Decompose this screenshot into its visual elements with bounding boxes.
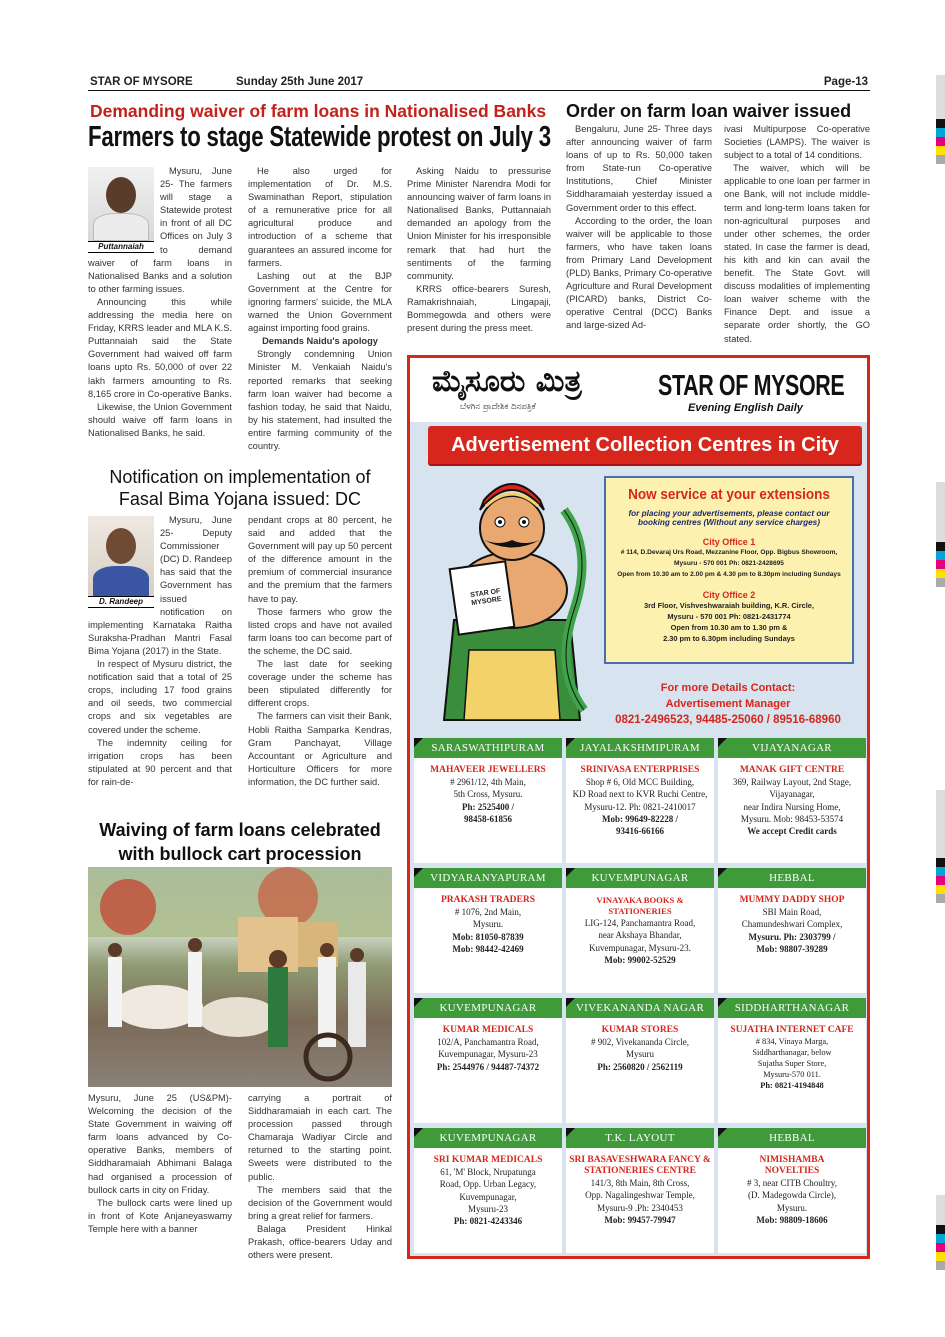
contact-block bbox=[590, 680, 866, 728]
paragraph: The farmers can visit their Bank, Hobli Raitha Samparka Kendras, Gram Panchayat, Village Accountant or Agriculture and Horticulture Officers for more information, the DC further said. bbox=[248, 711, 392, 787]
paragraph: Mysuru, June 25 (US&PM)- Welcoming the decision of the State Government in waiving off farm loans advanced by Co-operative Banks, members of Siddharamaiah Abhimani Balaga had organised a procession of bullock carts in city on Friday. bbox=[88, 1093, 232, 1195]
advertisement bbox=[407, 355, 870, 1259]
shop-name: KUMAR MEDICALS bbox=[442, 1025, 534, 1035]
contact-heading: For more Details Contact: bbox=[660, 682, 796, 694]
address-line: Kuvempunagar, Mysuru-23 bbox=[438, 1049, 538, 1060]
issue-date: Sunday 25th June 2017 bbox=[236, 76, 364, 88]
puttannaiah-photo bbox=[88, 167, 154, 241]
extensions-info-box bbox=[604, 476, 854, 664]
shop-name: SUJATHA INTERNET CAFE bbox=[730, 1025, 854, 1035]
registration-marks bbox=[936, 482, 945, 587]
phone-line: Mysuru. Ph: 2303799 / bbox=[748, 931, 836, 942]
address-line: # 2961/12, 4th Main, bbox=[450, 777, 526, 787]
paragraph: Mysuru, June 25- The farmers will stage a Statewide protest in front of all DC Offices on July 3 to demand waiver of farm loans in Nationalised Banks and a solution to other farming issues. bbox=[88, 166, 232, 294]
centre-location: VIDYARANYAPURAM bbox=[414, 868, 562, 888]
shop-name: MAHAVEER JEWELLERS bbox=[430, 765, 546, 775]
phone-line: Mob: 98809-18606 bbox=[756, 1214, 828, 1225]
centre-location: VIVEKANANDA NAGAR bbox=[566, 998, 714, 1018]
paragraph: Lashing out at the BJP Government at the Centre for ignoring farmers' suicide, the MLA warned the Union Government against importing food grains. bbox=[248, 270, 392, 334]
address-line: Road, Opp. Urban Legacy, bbox=[439, 1179, 537, 1190]
centre-tile bbox=[718, 998, 866, 1123]
centre-tile bbox=[718, 1128, 866, 1253]
address-line: Kuvempunagar, bbox=[459, 1191, 517, 1202]
office1-title: City Office 1 bbox=[702, 537, 756, 547]
box-subtitle: for placing your advertisements, please contact our bbox=[628, 509, 830, 518]
page-header bbox=[88, 75, 870, 91]
photo-caption: Puttannaiah bbox=[88, 241, 154, 253]
paragraph: ivasi Multipurpose Co-operative Societies (LAMPS). The waiver is subject to a total of 14 conditions. bbox=[724, 124, 870, 161]
centre-location: KUVEMPUNAGAR bbox=[414, 1128, 562, 1148]
article3-headline bbox=[88, 466, 392, 510]
centre-location: VIJAYANAGAR bbox=[718, 738, 866, 758]
phone-line: Mob: 99649-82228 / bbox=[602, 813, 678, 824]
centre-tile bbox=[718, 868, 866, 993]
centre-tile bbox=[566, 868, 714, 993]
page-number: Page-13 bbox=[823, 76, 868, 88]
office2-line: 2.30 pm to 6.30pm including Sundays bbox=[663, 634, 795, 643]
article4-headline bbox=[88, 818, 392, 866]
address-line: Mysuru-23 bbox=[468, 1203, 508, 1214]
address-line: Siddharthanagar, below bbox=[752, 1048, 832, 1057]
address-line: Shop # 6, Old MCC Building, bbox=[585, 777, 695, 787]
office2-line: 3rd Floor, Vishveshwaraiah building, K.R. Circle, bbox=[644, 601, 814, 610]
shop-name: NIMISHAMBA NOVELTIES bbox=[759, 1155, 825, 1176]
address-line: # 1076, 2nd Main, bbox=[454, 907, 522, 917]
newspaper-label: STAR OF MYSORE bbox=[469, 587, 502, 608]
subheading: Demands Naidu's apology bbox=[262, 336, 378, 347]
address-line: LIG-124, Panchamantra Road, bbox=[584, 918, 696, 928]
phone-line: 93416-66166 bbox=[616, 826, 664, 837]
centre-location: KUVEMPUNAGAR bbox=[566, 868, 714, 888]
address-line: Chamundeshwari Complex, bbox=[741, 919, 843, 930]
address-line: 369, Railway Layout, 2nd Stage, bbox=[732, 777, 852, 787]
procession-illustration bbox=[88, 867, 392, 1087]
article2-headline: Order on farm loan waiver issued bbox=[566, 101, 852, 121]
puttannaiah-photo-block bbox=[88, 167, 154, 253]
address-line: Mysuru-570 011. bbox=[763, 1070, 821, 1079]
shop-name: SRINIVASA ENTERPRISES bbox=[580, 765, 700, 775]
phone-line: Ph: 2560820 / 2562119 bbox=[597, 1061, 683, 1072]
headline-line: Fasal Bima Yojana issued: DC bbox=[118, 489, 362, 509]
address-line: # 3, near CITB Choultry, bbox=[747, 1178, 837, 1188]
paragraph: In respect of Mysuru district, the notification said that a total of 25 crops, including 17 food grains and oil seeds, two commercial crops and six vegetables are covered under the scheme. bbox=[88, 659, 232, 735]
address-line: (D. Madegowda Circle), bbox=[748, 1190, 836, 1201]
centre-location: SARASWATHIPURAM bbox=[414, 738, 562, 758]
article1-col2 bbox=[248, 165, 392, 453]
phone-line: Mob: 99457-79947 bbox=[604, 1214, 676, 1225]
address-line: Vijayanagar, bbox=[769, 789, 815, 800]
office1-line: Open from 10.30 am to 2.00 pm & 4.30 pm to 8.30pm including Sundays bbox=[617, 571, 841, 578]
phone-line: Ph: 0821-4243346 bbox=[453, 1216, 523, 1227]
address-line: Mysuru. bbox=[776, 1202, 808, 1213]
article2-col1 bbox=[566, 123, 712, 333]
office1-line: Mysuru - 570 001 Ph: 0821-2428695 bbox=[674, 560, 784, 567]
photo-caption: D. Randeep bbox=[88, 596, 154, 608]
phone-line: Mob: 98807-39289 bbox=[756, 943, 828, 954]
contact-phones: 0821-2496523, 94485-25060 / 89516-68960 bbox=[615, 714, 841, 726]
centre-tile bbox=[414, 1128, 562, 1253]
centre-location: HEBBAL bbox=[718, 1128, 866, 1148]
registration-marks bbox=[936, 790, 945, 903]
centre-tile bbox=[414, 868, 562, 993]
address-line: 141/3, 8th Main, 8th Cross, bbox=[590, 1178, 690, 1188]
article4-col2 bbox=[248, 1092, 392, 1262]
address-line: SBI Main Road, bbox=[762, 907, 822, 917]
phone-line: Ph: 2525400 / bbox=[461, 801, 514, 812]
phone-line: Mysuru. Mob: 98453-53574 bbox=[740, 813, 844, 824]
paragraph: The bullock carts were lined up in front of Kote Anjaneyaswamy Temple here with a banner bbox=[88, 1197, 232, 1234]
centre-location: T.K. LAYOUT bbox=[566, 1128, 714, 1148]
paragraph: Those farmers who grow the listed crops and have not availed farm loans too can become part of the scheme, the DC said. bbox=[248, 606, 392, 656]
centre-tile bbox=[566, 738, 714, 863]
shop-name: PRAKASH TRADERS bbox=[440, 895, 536, 905]
randeep-photo bbox=[88, 516, 154, 596]
phone-line: Mob: 99002-52529 bbox=[604, 954, 676, 965]
paragraph: pendant crops at 80 percent, he said and added that the Government will pay up 50 percent of the difference amount in the premium of commercial insurance and the premium that the farmers have to pay. bbox=[248, 515, 392, 604]
kannada-title: ಮೈಸೂರು ಮಿತ್ರ bbox=[432, 364, 582, 399]
address-line: near Akshaya Bhandar, bbox=[598, 930, 682, 941]
shop-name: KUMAR STORES bbox=[601, 1025, 679, 1035]
randeep-photo-block bbox=[88, 516, 154, 608]
paragraph: The last date for seeking coverage under the scheme has been stipulated differently for different crops. bbox=[248, 659, 392, 709]
mascot-illustration bbox=[424, 470, 600, 736]
address-line: Mysuru bbox=[625, 1049, 654, 1060]
paragraph: According to the order, the loan waiver will be applicable to those farmers, who have taken loans from Primary Land Development (PLD) Banks, Primary Co-operative Agriculture and Rural Development (PICARD) banks, District Co-operative Central (DCC) Banks and large-sized Ad- bbox=[566, 215, 712, 331]
office1-line: # 114, D.Devaraj Urs Road, Mezzanine Floor, Opp. Bigbus Showroom, bbox=[620, 549, 838, 556]
address-line: Kuvempunagar, Mysuru-23. bbox=[589, 942, 691, 953]
ad-brand-strip bbox=[410, 358, 867, 422]
paragraph: Announcing this while addressing the media here on Friday, KRRS leader and MLA K.S. Puttannaiah said the State Government had waived off farm loans upto Rs. 50,000 of over 22 lakh farmers amounting to Rs. 8,165 crore in Co-operative Banks. bbox=[88, 296, 232, 399]
address-line: Opp. Nagalingeshwar Temple, bbox=[585, 1190, 695, 1201]
kannada-subtitle: ಬೆಳಗಿನ ಪ್ರಾದೇಶಿಕ ದಿನಪತ್ರಿಕೆ bbox=[460, 402, 536, 412]
registration-marks bbox=[936, 75, 945, 164]
phone-line: We accept Credit cards bbox=[747, 826, 837, 837]
article2-col2 bbox=[724, 123, 870, 346]
article1-col1 bbox=[88, 165, 232, 440]
article3-col2 bbox=[248, 514, 392, 789]
address-line: Sujatha Super Store, bbox=[757, 1059, 827, 1068]
shop-name: SRI KUMAR MEDICALS bbox=[433, 1155, 543, 1165]
office2-line: Mysuru - 570 001 Ph: 0821-2431774 bbox=[667, 612, 791, 621]
paragraph: Balaga President Hinkal Prakash, office-bearers Uday and others were present. bbox=[248, 1223, 392, 1261]
office2-title: City Office 2 bbox=[702, 590, 756, 600]
paragraph: Likewise, the Union Government should waive off farm loans in Nationalised Banks, he said. bbox=[88, 401, 232, 438]
address-line: Mysuru-9 .Ph: 2340453 bbox=[597, 1202, 683, 1213]
article3-col1 bbox=[88, 514, 232, 789]
address-line: Mysuru. bbox=[472, 919, 504, 930]
registration-marks bbox=[936, 1195, 945, 1270]
brand-logo: STAR OF MYSORE bbox=[658, 370, 845, 402]
phone-line: Mob: 81050-87839 bbox=[452, 931, 524, 942]
headline-line: Waiving of farm loans celebrated bbox=[99, 820, 381, 840]
paragraph: The members said that the decision of the Government would bring a great relief for farmers. bbox=[248, 1184, 392, 1221]
masthead: STAR OF MYSORE bbox=[90, 76, 193, 88]
paragraph: Mysuru, June 25- Deputy Commissioner (DC) D. Randeep has said that the Government has issued notification on implementing Karnataka Raitha Suraksha-Pradhan Mantri Fasal Bima Yojana (2017) in the State. bbox=[88, 515, 232, 656]
phone-line: Mob: 98442-42469 bbox=[452, 943, 524, 954]
article1-col3 bbox=[407, 165, 551, 335]
address-line: 5th Cross, Mysuru. bbox=[453, 789, 523, 800]
centre-tile bbox=[414, 738, 562, 863]
paragraph: Strongly condemning Union Minister M. Venkaiah Naidu's reported remarks that seeking farm loan waiver had become a fashion today, he said that Naidu, by his statement, had insulted the entire farming community of the country. bbox=[248, 349, 392, 451]
centre-tile bbox=[414, 998, 562, 1123]
address-line: 61, 'M' Block, Nrupatunga bbox=[440, 1167, 536, 1177]
centre-location: SIDDHARTHANAGAR bbox=[718, 998, 866, 1018]
phone-line: 98458-61856 bbox=[464, 813, 512, 824]
phone-line: Ph: 0821-4194848 bbox=[760, 1081, 824, 1090]
centre-tile bbox=[566, 998, 714, 1123]
address-line: Mysuru-12. Ph: 0821-2410017 bbox=[584, 801, 696, 812]
paragraph: KRRS office-bearers Suresh, Ramakrishnaiah, Lingapaji, Bommegowda and others were present during the press meet. bbox=[407, 283, 551, 334]
paragraph: Asking Naidu to pressurise Prime Minister Narendra Modi for announcing waiver of farm loans in Nationalised Banks, Puttannaiah demanded an apology from the Union Minister for his irresponsible remark that had hurt the sentiments of the farming community. bbox=[407, 166, 551, 281]
paragraph: carrying a portrait of Siddharamaiah in each cart. The procession passed through Chamaraja Wadiyar Circle and returned to the starting point. Sweets were distributed to the public. bbox=[248, 1093, 392, 1182]
centre-tile bbox=[718, 738, 866, 863]
paragraph: The indemnity ceiling for irrigation crops has been stipulated at 90 percent and that for rain-de- bbox=[88, 737, 232, 787]
address-line: KD Road next to KVR Ruchi Centre, bbox=[572, 789, 708, 800]
address-line: 102/A, Panchamantra Road, bbox=[437, 1037, 539, 1047]
box-title: Now service at your extensions bbox=[628, 486, 830, 503]
shop-name: SRI BASAVESHWARA FANCY & STATIONERIES CENTRE bbox=[569, 1155, 711, 1176]
brand-tagline: Evening English Daily bbox=[688, 402, 803, 414]
shop-name: VINAYAKA BOOKS & STATIONERIES bbox=[596, 895, 684, 916]
article1-kicker: Demanding waiver of farm loans in Nationalised Banks bbox=[90, 101, 547, 121]
headline-line: Notification on implementation of bbox=[109, 467, 371, 487]
box-subtitle: booking centres (Without any service charges) bbox=[638, 518, 820, 527]
phone-line: Ph: 2544976 / 94487-74372 bbox=[436, 1061, 540, 1072]
centre-location: HEBBAL bbox=[718, 868, 866, 888]
paragraph: Bengaluru, June 25- Three days after announcing waiver of farm loans of up to Rs. 50,000 taken from State-run Co-operative Institutions, Chief Minister Siddharamaiah yesterday issued a Government order to this effect. bbox=[566, 124, 712, 213]
shop-name: MANAK GIFT CENTRE bbox=[739, 765, 845, 775]
centre-location: KUVEMPUNAGAR bbox=[414, 998, 562, 1018]
address-line: # 902, Vivekananda Circle, bbox=[590, 1037, 689, 1047]
article4-col1 bbox=[88, 1092, 232, 1236]
bullock-cart-procession-photo bbox=[88, 867, 392, 1087]
headline-line: with bullock cart procession bbox=[118, 844, 362, 864]
contact-role: Advertisement Manager bbox=[665, 698, 791, 710]
centre-tile bbox=[566, 1128, 714, 1253]
centre-location: JAYALAKSHMIPURAM bbox=[566, 738, 714, 758]
paragraph: The waiver, which will be applicable to one loan per farmer in one Bank, will not include middle-term and long-term loans taken for non-agricultural purposes and under other schemes, the order stated. In case the farmer is dead, his kith and kin can avail the benefit. The State Govt. will discuss modalities of implementing loan waiver scheme with the Finance Dept. and issue a separate order shortly, the GO stated. bbox=[724, 163, 870, 344]
shop-name: MUMMY DADDY SHOP bbox=[739, 895, 845, 905]
address-line: # 834, Vinaya Marga, bbox=[755, 1037, 829, 1046]
collection-centres-grid bbox=[410, 732, 867, 1256]
paragraph: He also urged for implementation of Dr. M.S. Swaminathan Report, stipulation of a remunerative price for all agricultural produce and introduction of a scheme that guarantees an assured income for farmers. bbox=[248, 166, 392, 268]
article1-headline: Farmers to stage Statewide protest on July 3 bbox=[88, 121, 551, 153]
office2-line: Open from 10.30 am to 1.30 pm & bbox=[670, 623, 788, 632]
address-line: near Indira Nursing Home, bbox=[743, 801, 841, 812]
ad-banner: Advertisement Collection Centres in City bbox=[428, 426, 862, 464]
